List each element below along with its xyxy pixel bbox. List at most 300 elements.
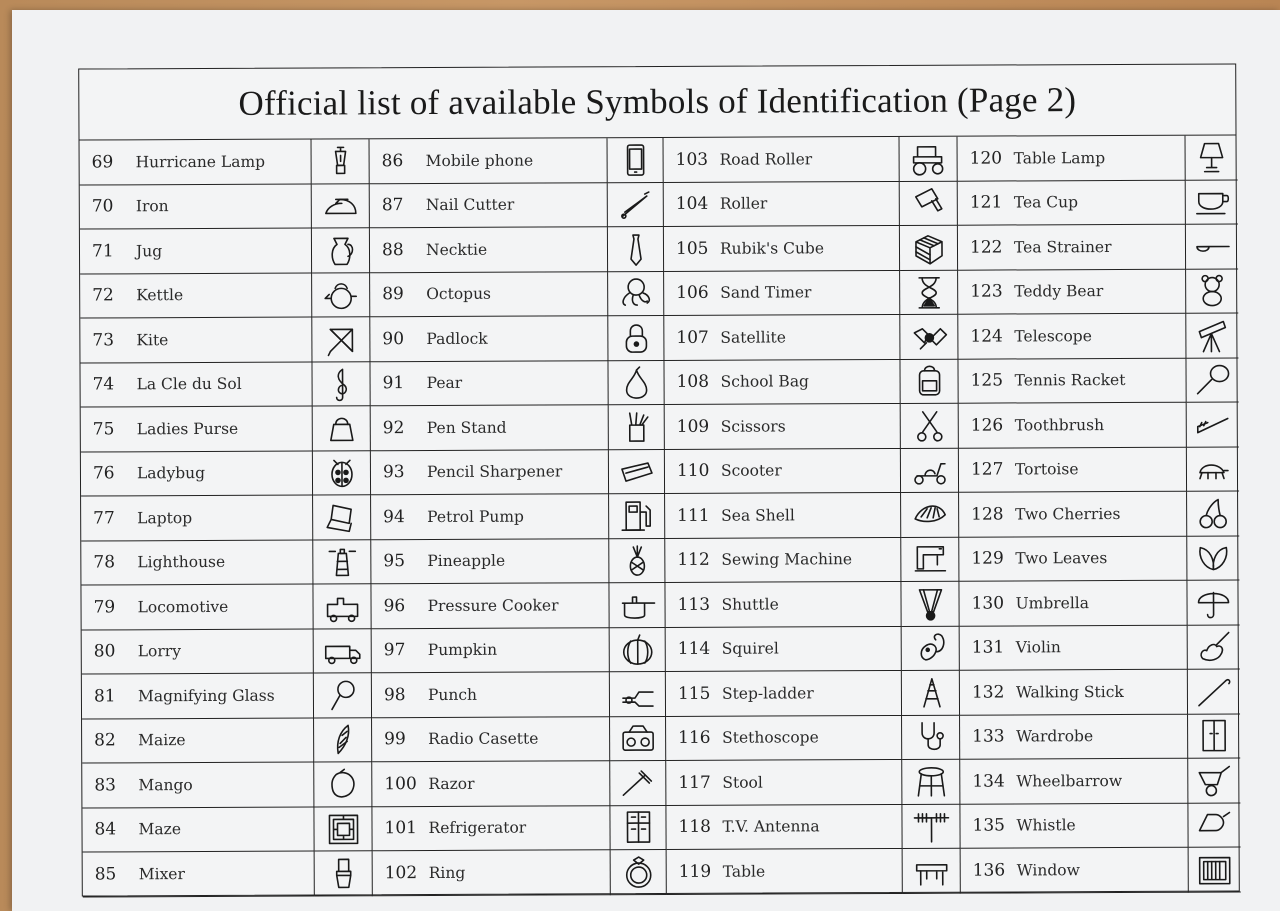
symbol-name: Pencil Sharpener xyxy=(426,462,563,482)
symbol-name: Pear xyxy=(426,374,463,393)
symbol-entry xyxy=(370,183,608,229)
stool-icon xyxy=(902,760,960,805)
pencil-sharpener-icon xyxy=(617,453,655,489)
symbol-entry xyxy=(665,537,901,583)
telescope-icon xyxy=(1186,313,1238,358)
mobile-phone-icon xyxy=(616,142,654,178)
table-icon xyxy=(903,849,961,894)
symbol-name: Satellite xyxy=(720,328,786,347)
teddy-bear-icon xyxy=(1186,269,1238,314)
symbol-name: Stethoscope xyxy=(722,728,819,747)
symbol-entry xyxy=(960,625,1188,670)
padlock-icon xyxy=(608,316,664,361)
symbol-name: Lorry xyxy=(137,642,181,661)
symbol-name: Petrol Pump xyxy=(427,507,524,526)
pen-stand-icon xyxy=(609,405,665,450)
symbol-entry xyxy=(666,626,902,672)
symbol-name: Tennis Racket xyxy=(1014,371,1126,390)
symbol-number: 70 xyxy=(91,196,114,217)
symbol-entry xyxy=(372,672,610,718)
walking-stick-icon xyxy=(1188,669,1240,714)
symbol-name: Jug xyxy=(135,241,163,261)
symbol-name: Tea Strainer xyxy=(1013,237,1112,257)
symbol-name: Two Leaves xyxy=(1015,549,1108,568)
shuttlecock-icon xyxy=(901,582,959,627)
symbol-entry xyxy=(372,761,610,807)
symbol-entry xyxy=(81,407,313,453)
symbol-entry xyxy=(370,138,608,184)
symbol-name: Wardrobe xyxy=(1016,727,1094,746)
tortoise-icon xyxy=(1194,451,1232,487)
symbol-number: 97 xyxy=(383,640,406,661)
symbol-entry xyxy=(958,314,1186,359)
symbol-number: 88 xyxy=(381,239,404,260)
symbol-name: Road Roller xyxy=(719,150,813,169)
symbol-number: 83 xyxy=(94,775,117,796)
symbol-number: 129 xyxy=(971,548,1004,569)
symbol-name: Ladybug xyxy=(136,464,206,483)
symbol-name: Radio Casette xyxy=(428,729,539,749)
kettle-icon xyxy=(312,273,370,318)
lighthouse-icon xyxy=(313,540,371,585)
sewing-machine-icon xyxy=(911,541,949,577)
symbol-entry xyxy=(81,585,313,631)
symbol-number: 85 xyxy=(94,864,117,885)
symbol-name: Umbrella xyxy=(1015,593,1090,613)
two-leaves-icon xyxy=(1194,540,1232,576)
padlock-icon xyxy=(617,320,655,356)
symbol-name: Mobile phone xyxy=(425,151,534,170)
roller-icon xyxy=(909,185,947,221)
symbol-name: Necktie xyxy=(425,240,488,259)
symbol-entry xyxy=(80,318,312,364)
satellite-icon xyxy=(900,315,958,360)
refrigerator-icon xyxy=(619,809,657,845)
symbol-number: 73 xyxy=(92,330,115,351)
jug-icon xyxy=(312,228,370,273)
locomotive-icon xyxy=(323,588,361,624)
necktie-icon xyxy=(608,227,664,272)
page-title: Official list of available Symbols of Identification (Page 2) xyxy=(79,64,1235,140)
mango-icon xyxy=(324,766,362,802)
violin-icon xyxy=(1195,629,1233,665)
ring-icon xyxy=(619,854,657,890)
petrol-pump-icon xyxy=(609,494,665,539)
squirrel-icon xyxy=(902,626,960,671)
scooter-icon xyxy=(910,452,948,488)
tv-antenna-icon xyxy=(902,804,960,849)
symbol-entry xyxy=(664,181,900,227)
symbol-entry xyxy=(665,404,901,450)
nail-cutter-icon xyxy=(608,182,664,227)
symbol-number: 121 xyxy=(969,192,1003,213)
wheelbarrow-icon xyxy=(1188,758,1240,803)
symbol-name: Table Lamp xyxy=(1013,148,1106,168)
purse-icon xyxy=(313,406,371,451)
symbol-entry xyxy=(959,492,1187,537)
symbol-entry xyxy=(83,852,315,898)
symbol-entry xyxy=(81,540,313,586)
symbol-number: 91 xyxy=(382,373,405,394)
symbol-number: 119 xyxy=(678,861,712,882)
symbol-number: 133 xyxy=(972,726,1005,747)
rubiks-cube-icon xyxy=(909,229,947,265)
magnifying-glass-icon xyxy=(314,673,372,718)
symbol-number: 122 xyxy=(969,237,1003,258)
pineapple-icon xyxy=(609,538,665,583)
petrol-pump-icon xyxy=(618,498,656,534)
symbol-entry xyxy=(666,760,902,806)
symbol-entry xyxy=(371,539,609,585)
symbol-name: Iron xyxy=(135,197,169,216)
symbol-name: Kettle xyxy=(136,286,184,305)
road-roller-icon xyxy=(900,137,958,182)
symbol-name: Maize xyxy=(138,731,186,750)
symbol-entry xyxy=(82,629,314,675)
symbol-name: Pressure Cooker xyxy=(427,596,559,615)
symbol-name: Padlock xyxy=(426,329,488,348)
symbol-name: Pineapple xyxy=(427,551,506,571)
pressure-cooker-icon xyxy=(609,583,665,628)
symbol-number: 89 xyxy=(382,284,404,305)
tv-antenna-icon xyxy=(912,808,950,844)
mixer-icon xyxy=(324,855,362,891)
shuttlecock-icon xyxy=(911,585,949,621)
symbol-number: 114 xyxy=(677,639,711,660)
satellite-icon xyxy=(910,318,948,354)
symbol-entry xyxy=(82,674,314,720)
symbol-number: 126 xyxy=(970,415,1004,436)
symbol-number: 90 xyxy=(382,328,405,349)
cherries-icon xyxy=(1194,495,1232,531)
symbol-number: 124 xyxy=(970,326,1003,347)
symbol-entry xyxy=(959,581,1187,626)
symbol-name: Two Cherries xyxy=(1015,504,1121,524)
symbol-entry xyxy=(664,359,900,405)
symbol-entry xyxy=(666,671,902,717)
symbol-entry xyxy=(82,718,314,764)
symbol-entry xyxy=(372,717,610,763)
iron-icon xyxy=(321,188,359,224)
symbol-name: Nail Cutter xyxy=(425,195,515,215)
table-lamp-icon xyxy=(1193,139,1231,175)
two-leaves-icon xyxy=(1187,536,1239,581)
symbol-number: 113 xyxy=(677,594,711,615)
tea-strainer-icon xyxy=(1186,224,1238,269)
symbol-entry xyxy=(664,315,900,361)
symbol-name: Refrigerator xyxy=(428,818,527,838)
symbol-name: Window xyxy=(1016,860,1080,880)
symbol-number: 106 xyxy=(676,283,709,304)
ladybug-icon xyxy=(313,451,371,496)
sand-timer-icon xyxy=(910,274,948,310)
symbol-entry xyxy=(958,180,1186,225)
symbol-number: 94 xyxy=(383,506,405,527)
symbol-entry xyxy=(82,807,314,853)
symbol-number: 130 xyxy=(971,593,1005,614)
symbol-name: Maze xyxy=(138,820,182,839)
umbrella-icon xyxy=(1194,584,1232,620)
mango-icon xyxy=(314,762,372,807)
razor-icon xyxy=(619,765,657,801)
tortoise-icon xyxy=(1187,447,1239,492)
tea-cup-icon xyxy=(1193,184,1231,220)
hurricane-lamp-icon xyxy=(321,143,359,179)
symbol-entry xyxy=(80,273,312,319)
pumpkin-icon xyxy=(610,627,666,672)
symbol-entry xyxy=(81,496,313,542)
symbol-number: 93 xyxy=(382,462,405,483)
symbol-name: Walking Stick xyxy=(1015,682,1124,702)
symbol-number: 96 xyxy=(383,595,406,616)
symbol-entry xyxy=(958,136,1186,181)
symbol-entry xyxy=(80,140,312,186)
symbol-number: 136 xyxy=(972,860,1006,881)
wardrobe-icon xyxy=(1195,718,1233,754)
symbol-entry xyxy=(80,362,312,408)
tennis-racket-icon xyxy=(1186,358,1238,403)
magnifying-glass-icon xyxy=(323,677,361,713)
symbol-number: 100 xyxy=(384,773,417,794)
symbol-number: 127 xyxy=(970,459,1004,480)
maize-icon xyxy=(314,718,372,763)
window-icon xyxy=(1196,851,1234,887)
symbol-entry xyxy=(665,493,901,539)
symbol-entry xyxy=(666,804,902,850)
teddy-bear-icon xyxy=(1193,273,1231,309)
cherries-icon xyxy=(1187,491,1239,536)
step-ladder-icon xyxy=(902,671,960,716)
table-lamp-icon xyxy=(1186,135,1238,180)
telescope-icon xyxy=(1193,317,1231,353)
pencil-sharpener-icon xyxy=(609,449,665,494)
symbol-entry xyxy=(664,226,900,272)
symbol-entry xyxy=(372,806,610,852)
symbol-entry xyxy=(958,358,1186,403)
symbol-number: 101 xyxy=(384,818,418,839)
symbol-name: Squirel xyxy=(721,639,779,658)
nail-cutter-icon xyxy=(616,186,654,222)
symbol-name: Table xyxy=(722,862,766,881)
kite-icon xyxy=(312,317,370,362)
necktie-icon xyxy=(616,231,654,267)
umbrella-icon xyxy=(1187,580,1239,625)
lighthouse-icon xyxy=(323,544,361,580)
symbol-name: Pumpkin xyxy=(427,640,498,660)
symbol-entry xyxy=(370,272,608,318)
symbol-name: Sea Shell xyxy=(721,506,795,525)
scissors-icon xyxy=(901,404,959,449)
symbol-number: 120 xyxy=(969,148,1003,169)
stethoscope-icon xyxy=(902,715,960,760)
symbol-number: 77 xyxy=(93,508,115,529)
symbol-name: Wheelbarrow xyxy=(1016,771,1123,791)
mixer-icon xyxy=(315,851,373,896)
symbol-name: Teddy Bear xyxy=(1014,282,1104,301)
symbol-number: 80 xyxy=(93,641,116,662)
symbol-entry xyxy=(958,269,1186,314)
symbol-name: Ladies Purse xyxy=(136,419,239,439)
symbol-name: Mixer xyxy=(138,864,185,884)
symbol-name: Lighthouse xyxy=(137,553,226,572)
scooter-icon xyxy=(901,448,959,493)
symbol-entry xyxy=(958,225,1186,270)
rubiks-cube-icon xyxy=(900,226,958,271)
symbol-entry xyxy=(960,714,1188,759)
symbol-name: School Bag xyxy=(720,372,810,391)
symbol-name: Octopus xyxy=(426,284,492,304)
road-roller-icon xyxy=(909,140,947,176)
symbol-name: Rubik's Cube xyxy=(719,239,825,258)
symbol-number: 86 xyxy=(381,150,404,171)
pressure-cooker-icon xyxy=(618,587,656,623)
symbol-number: 135 xyxy=(972,815,1006,836)
kettle-icon xyxy=(322,277,360,313)
symbol-entry xyxy=(667,849,903,895)
symbol-number: 95 xyxy=(383,551,406,572)
scissors-icon xyxy=(910,407,948,443)
wheelbarrow-icon xyxy=(1195,762,1233,798)
symbol-name: Scooter xyxy=(720,461,782,480)
symbol-entry xyxy=(370,316,608,362)
stool-icon xyxy=(912,763,950,799)
symbol-name: Shuttle xyxy=(721,595,779,614)
symbols-grid xyxy=(80,135,1239,897)
symbol-name: Sand Timer xyxy=(720,283,812,302)
symbol-number: 74 xyxy=(92,374,115,395)
symbol-number: 75 xyxy=(92,419,115,440)
symbol-number: 105 xyxy=(675,238,709,259)
laptop-icon xyxy=(323,499,361,535)
symbol-name: Punch xyxy=(427,685,478,704)
symbol-number: 98 xyxy=(383,684,406,705)
sand-timer-icon xyxy=(900,270,958,315)
hurricane-lamp-icon xyxy=(312,139,370,184)
symbol-entry xyxy=(666,715,902,761)
symbol-name: Locomotive xyxy=(137,597,229,617)
tennis-racket-icon xyxy=(1193,362,1231,398)
pen-stand-icon xyxy=(617,409,655,445)
symbol-entry xyxy=(373,850,611,896)
toothbrush-icon xyxy=(1194,406,1232,442)
symbol-name: Violin xyxy=(1015,638,1061,657)
symbol-name: Razor xyxy=(428,774,475,793)
maize-icon xyxy=(324,722,362,758)
symbol-number: 131 xyxy=(971,637,1005,658)
symbol-number: 125 xyxy=(970,370,1004,391)
symbol-name: Ring xyxy=(428,863,466,882)
wardrobe-icon xyxy=(1188,714,1240,759)
tea-strainer-icon xyxy=(1193,228,1231,264)
symbol-number: 132 xyxy=(971,682,1005,703)
pumpkin-icon xyxy=(618,631,656,667)
symbol-number: 72 xyxy=(92,285,114,306)
symbol-number: 84 xyxy=(94,819,117,840)
symbol-number: 87 xyxy=(381,195,404,216)
sea-shell-icon xyxy=(901,493,959,538)
treble-clef-icon xyxy=(322,366,360,402)
whistle-icon xyxy=(1188,803,1240,848)
locomotive-icon xyxy=(313,584,371,629)
symbols-table xyxy=(78,63,1240,896)
symbol-number: 108 xyxy=(676,372,710,393)
symbol-entry xyxy=(959,536,1187,581)
walking-stick-icon xyxy=(1195,673,1233,709)
symbol-entry xyxy=(371,583,609,629)
symbol-name: Sewing Machine xyxy=(721,550,853,569)
treble-clef-icon xyxy=(312,362,370,407)
symbol-number: 109 xyxy=(676,416,710,437)
symbol-entry xyxy=(665,582,901,628)
symbol-number: 82 xyxy=(94,730,116,751)
symbol-entry xyxy=(371,405,609,451)
symbol-number: 78 xyxy=(93,552,116,573)
symbol-entry xyxy=(81,451,313,497)
symbol-name: T.V. Antenna xyxy=(722,817,820,836)
symbol-name: Tea Cup xyxy=(1013,193,1079,212)
octopus-icon xyxy=(617,275,655,311)
symbol-name: Magnifying Glass xyxy=(137,686,275,706)
pear-icon xyxy=(617,364,655,400)
symbol-name: Whistle xyxy=(1016,816,1076,835)
symbol-number: 116 xyxy=(678,728,711,749)
paper-sheet xyxy=(12,10,1280,911)
symbol-name: Tortoise xyxy=(1014,460,1079,479)
symbol-number: 117 xyxy=(678,772,711,793)
symbol-number: 123 xyxy=(970,281,1003,302)
symbol-name: Roller xyxy=(719,194,768,213)
laptop-icon xyxy=(313,495,371,540)
radio-cassette-icon xyxy=(610,716,666,761)
symbol-entry xyxy=(372,628,610,674)
whistle-icon xyxy=(1195,807,1233,843)
school-bag-icon xyxy=(910,363,948,399)
symbol-number: 110 xyxy=(676,461,710,482)
symbol-number: 128 xyxy=(971,504,1004,525)
symbol-entry xyxy=(370,361,608,407)
table-icon xyxy=(912,852,950,888)
symbol-name: Kite xyxy=(136,330,169,350)
symbol-entry xyxy=(960,803,1188,848)
symbol-name: Telescope xyxy=(1014,326,1092,346)
violin-icon xyxy=(1188,625,1240,670)
refrigerator-icon xyxy=(610,805,666,850)
symbol-number: 69 xyxy=(91,152,114,173)
symbol-entry xyxy=(961,848,1189,893)
symbol-number: 81 xyxy=(93,686,116,707)
symbol-number: 71 xyxy=(91,241,114,262)
symbol-number: 76 xyxy=(92,463,115,484)
symbol-entry xyxy=(82,763,314,809)
sewing-machine-icon xyxy=(901,537,959,582)
punch-icon xyxy=(610,672,666,717)
radio-cassette-icon xyxy=(619,720,657,756)
pineapple-icon xyxy=(618,542,656,578)
symbol-name: Laptop xyxy=(137,508,193,528)
maze-icon xyxy=(324,811,362,847)
kite-icon xyxy=(322,321,360,357)
symbol-name: Toothbrush xyxy=(1014,415,1105,435)
tea-cup-icon xyxy=(1186,180,1238,225)
symbol-name: Step-ladder xyxy=(721,684,814,703)
symbol-entry xyxy=(665,448,901,494)
purse-icon xyxy=(322,410,360,446)
symbol-name: Hurricane Lamp xyxy=(135,152,266,172)
symbol-entry xyxy=(959,403,1187,448)
symbol-number: 107 xyxy=(676,327,709,348)
ring-icon xyxy=(611,850,667,895)
symbol-entry xyxy=(960,670,1188,715)
